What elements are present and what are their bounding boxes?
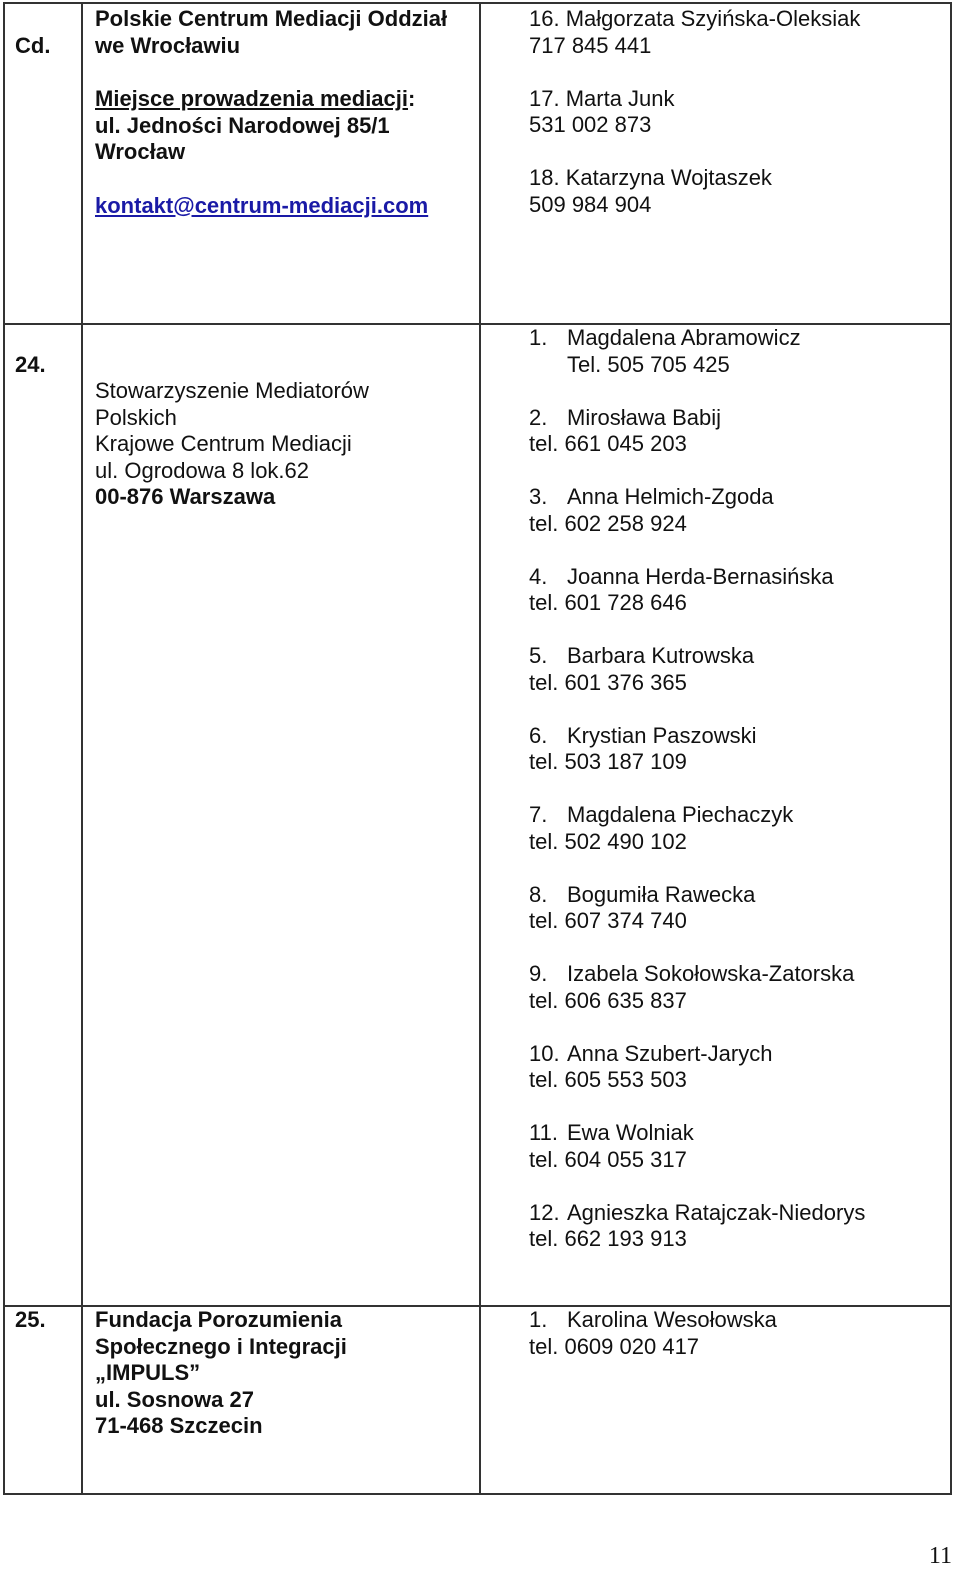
mediator-name-line bbox=[529, 484, 950, 511]
mediator-phone: tel. 601 728 646 bbox=[529, 590, 687, 615]
mediator-phone: tel. 503 187 109 bbox=[529, 749, 687, 774]
mediator-entry bbox=[529, 325, 950, 378]
mediator-entry bbox=[529, 802, 950, 855]
mediator-entry bbox=[529, 1120, 950, 1173]
mediator-name: 18. Katarzyna Wojtaszek bbox=[529, 165, 772, 190]
mediator-name-line bbox=[529, 1041, 950, 1068]
table-row bbox=[5, 1305, 950, 1493]
mediator-entry bbox=[529, 723, 950, 776]
mediator-entry bbox=[529, 961, 950, 1014]
mediator-name: Mirosława Babij bbox=[567, 404, 722, 430]
mediator-number: 8. bbox=[529, 881, 548, 907]
mediator-name-line bbox=[529, 1200, 950, 1227]
mediator-phone: tel. 602 258 924 bbox=[529, 510, 687, 536]
org-name-line: Społecznego i Integracji bbox=[95, 1333, 347, 1359]
mediators-cell bbox=[479, 4, 950, 323]
mediator-number: 1. bbox=[529, 1307, 548, 1332]
row-number: 25. bbox=[15, 1307, 46, 1332]
mediator-name: Anna Szubert-Jarych bbox=[567, 1040, 773, 1066]
mediation-place-colon: : bbox=[408, 86, 416, 111]
mediator-name: 17. Marta Junk bbox=[529, 85, 675, 111]
org-name-line: Krajowe Centrum Mediacji bbox=[95, 431, 352, 456]
mediator-name-line bbox=[529, 723, 950, 750]
mediator-number: 6. bbox=[529, 722, 548, 748]
mediator-number: 1. bbox=[529, 325, 548, 350]
mediator-entry bbox=[529, 165, 950, 218]
row-number: 24. bbox=[15, 352, 46, 377]
mediator-phone: 717 845 441 bbox=[529, 32, 652, 58]
org-name-line: Polskie Centrum Mediacji Oddział bbox=[95, 6, 448, 31]
mediator-name: Barbara Kutrowska bbox=[567, 643, 755, 668]
mediator-name: 16. Małgorzata Szyińska-Oleksiak bbox=[529, 6, 861, 31]
org-name-line: „IMPULS” bbox=[95, 1360, 201, 1385]
mediator-entry bbox=[529, 6, 950, 59]
mediator-phone: tel. 0609 020 417 bbox=[529, 1333, 700, 1359]
org-name-line: we Wrocławiu bbox=[95, 32, 241, 58]
address-line: ul. Ogrodowa 8 lok.62 bbox=[95, 457, 310, 483]
address-line: 00-876 Warszawa bbox=[95, 484, 276, 509]
mediators-table bbox=[3, 2, 952, 1495]
mediators-cell bbox=[479, 325, 950, 1305]
mediator-entry bbox=[529, 86, 950, 139]
mediator-number: 12. bbox=[529, 1199, 560, 1225]
address-line: ul. Sosnowa 27 bbox=[95, 1386, 254, 1412]
mediator-name: Karolina Wesołowska bbox=[567, 1307, 777, 1332]
mediator-name-line bbox=[529, 961, 950, 988]
mediator-name-line bbox=[529, 325, 950, 352]
mediator-entry bbox=[529, 564, 950, 617]
mediator-number: 11. bbox=[529, 1120, 558, 1145]
mediator-phone: tel. 502 490 102 bbox=[529, 828, 687, 854]
mediator-entry bbox=[529, 1307, 950, 1360]
mediator-name-line bbox=[529, 643, 950, 670]
mediator-number: 9. bbox=[529, 961, 548, 986]
mediator-entry bbox=[529, 405, 950, 458]
mediator-phone: tel. 607 374 740 bbox=[529, 908, 687, 933]
mediator-entry bbox=[529, 1041, 950, 1094]
mediator-phone: 531 002 873 bbox=[529, 112, 652, 137]
address-line: 71-468 Szczecin bbox=[95, 1413, 263, 1438]
email-link[interactable]: kontakt@centrum-mediacji.com bbox=[95, 192, 429, 218]
organization-cell bbox=[81, 325, 479, 1305]
mediator-number: 4. bbox=[529, 563, 548, 589]
mediator-name-line bbox=[529, 1307, 950, 1334]
mediator-name: Joanna Herda-Bernasińska bbox=[567, 563, 834, 589]
address-line: ul. Jedności Narodowej 85/1 bbox=[95, 112, 390, 138]
page-number: 11 bbox=[928, 1543, 952, 1569]
mediator-phone: tel. 606 635 837 bbox=[529, 987, 687, 1013]
mediator-phone: tel. 601 376 365 bbox=[529, 669, 687, 695]
address-line: Wrocław bbox=[95, 139, 186, 164]
mediator-name: Anna Helmich-Zgoda bbox=[567, 484, 774, 509]
organization-cell bbox=[81, 1307, 479, 1493]
mediator-name: Magdalena Abramowicz bbox=[567, 325, 801, 350]
mediator-phone: tel. 662 193 913 bbox=[529, 1226, 687, 1251]
mediation-place-label: Miejsce prowadzenia mediacji bbox=[95, 86, 409, 111]
mediator-name-line bbox=[529, 1120, 950, 1147]
mediator-phone: tel. 604 055 317 bbox=[529, 1146, 687, 1172]
mediator-phone: 509 984 904 bbox=[529, 191, 652, 217]
mediator-entry bbox=[529, 643, 950, 696]
mediator-entry bbox=[529, 882, 950, 935]
mediators-cell bbox=[479, 1307, 950, 1493]
mediator-number: 3. bbox=[529, 484, 548, 509]
org-name-line: Polskich bbox=[95, 404, 177, 430]
table-row bbox=[5, 4, 950, 323]
org-name-line: Stowarzyszenie Mediatorów bbox=[95, 378, 369, 403]
row-number: Cd. bbox=[15, 33, 51, 58]
mediator-name: Krystian Paszowski bbox=[567, 722, 757, 748]
mediator-name-line bbox=[529, 882, 950, 909]
organization-cell bbox=[81, 4, 479, 323]
mediator-entry bbox=[529, 484, 950, 537]
mediator-number: 5. bbox=[529, 643, 548, 668]
mediator-name-line bbox=[529, 405, 950, 432]
mediator-name: Agnieszka Ratajczak-Niedorys bbox=[567, 1199, 866, 1225]
mediator-name: Magdalena Piechaczyk bbox=[567, 802, 794, 827]
mediator-phone: Tel. 505 705 425 bbox=[567, 351, 730, 377]
mediator-name-line bbox=[529, 802, 950, 829]
mediation-place-heading bbox=[95, 86, 479, 113]
mediator-entry bbox=[529, 1200, 950, 1253]
mediator-phone: tel. 661 045 203 bbox=[529, 431, 687, 456]
mediator-name-line bbox=[529, 564, 950, 591]
mediator-phone: tel. 605 553 503 bbox=[529, 1067, 687, 1092]
mediator-number: 7. bbox=[529, 802, 548, 827]
mediator-name: Bogumiła Rawecka bbox=[567, 881, 756, 907]
mediator-name: Izabela Sokołowska-Zatorska bbox=[567, 961, 855, 986]
table-row bbox=[5, 323, 950, 1305]
mediator-name: Ewa Wolniak bbox=[567, 1120, 694, 1145]
mediator-number: 2. bbox=[529, 404, 548, 430]
mediator-number: 10. bbox=[529, 1040, 560, 1066]
org-name-line: Fundacja Porozumienia bbox=[95, 1307, 342, 1332]
